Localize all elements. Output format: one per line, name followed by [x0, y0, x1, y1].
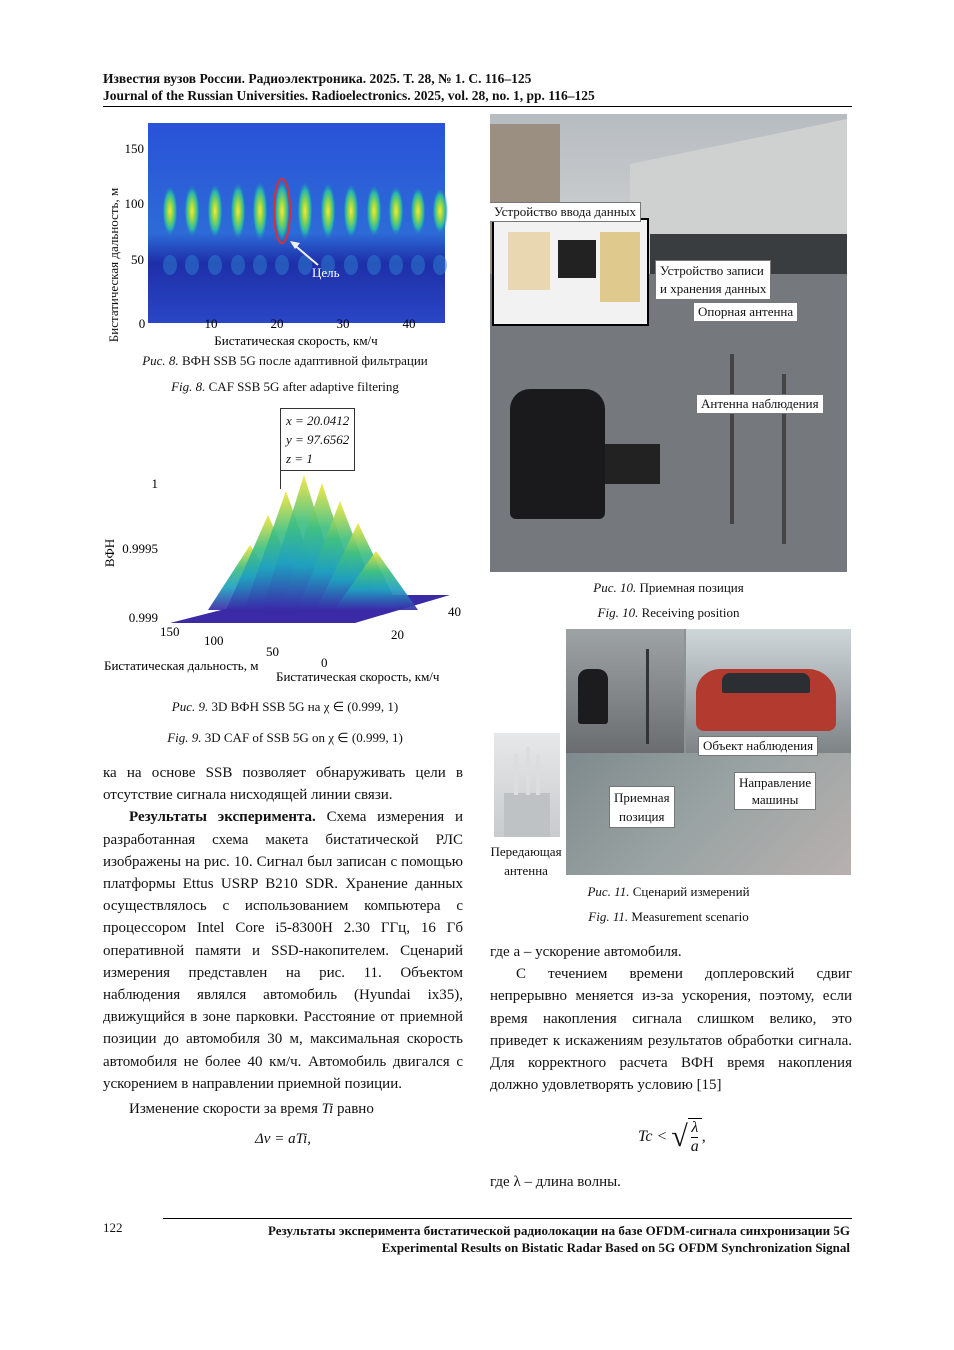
fig8-xtick: 40	[402, 316, 416, 331]
fig8-caption-ru-text: ВФН SSB 5G после адаптивной фильтрации	[181, 353, 428, 368]
fig11-car-inset	[686, 629, 851, 753]
fig11-tx-photo	[494, 733, 560, 837]
label-obs-antenna: Антенна наблюдения	[696, 394, 824, 414]
fig8-ridge	[432, 187, 448, 234]
fig9-datatip-pointer	[280, 469, 281, 489]
fig8-ridge	[207, 183, 223, 240]
left-paragraph-3-text: Изменение скорости за время	[129, 1101, 318, 1118]
fig8-ridge-low	[253, 255, 267, 275]
fig10-caption-en-num: Fig. 10.	[597, 605, 639, 620]
page-number: 122	[103, 1220, 123, 1235]
label-rx-line1: Приемная	[614, 790, 670, 805]
tripod-ref	[730, 354, 734, 524]
fig8-caption-ru-num: Рис. 8.	[142, 353, 179, 368]
fig8-ridge-low	[389, 255, 403, 275]
fig9-datatip-y: y = 97.6562	[286, 432, 350, 447]
formula-tc	[638, 1118, 706, 1156]
fig9-caption-en-math: χ ∈ (0.999, 1)	[328, 730, 403, 745]
fig9-range-label: Бистатическая дальность, м	[104, 658, 259, 673]
fig8-caption-ru	[100, 353, 470, 369]
header-line-ru: Известия вузов России. Радиоэлектроника. 2025. Т. 28, № 1. С. 116–125	[103, 71, 532, 86]
fig8-xtick: 10	[204, 316, 218, 331]
fig8-ridge-low	[275, 255, 289, 275]
fig10-caption-en	[490, 605, 847, 621]
fig9-caption-en-num: Fig. 9.	[167, 730, 202, 745]
fig8-ridge-low	[344, 255, 358, 275]
formula-delta-v: Δv = aTi,	[254, 1131, 311, 1148]
label-direction-line2: машины	[751, 792, 799, 807]
figure-8	[100, 115, 470, 405]
section-heading-results: Результаты эксперимента.	[129, 809, 316, 826]
fig11-caption-en	[490, 909, 847, 925]
laptop	[605, 444, 660, 484]
label-direction	[734, 772, 816, 810]
left-column-text	[103, 762, 463, 1150]
label-tx-line2: антенна	[504, 863, 548, 878]
fig8-ridge	[297, 180, 313, 242]
left-paragraph-3-var: Ti	[321, 1101, 334, 1118]
fig11-caption-en-text: Measurement scenario	[631, 909, 749, 924]
fig8-ridge	[388, 185, 404, 237]
right-paragraph-3: где λ – длина волны.	[490, 1174, 621, 1190]
fig8-ridge	[343, 183, 359, 240]
fig9-caption-en	[100, 730, 470, 746]
fig9-speed-tick: 20	[391, 627, 404, 642]
fig9-peaks	[208, 475, 418, 610]
footer-line-ru: Результаты эксперимента бистатической радиолокации на базе OFDM-сигнала синхронизации 5G	[268, 1223, 850, 1238]
fig9-range-tick: 150	[160, 624, 180, 639]
fig8-caption-en	[100, 379, 470, 395]
left-paragraph-3-end: равно	[337, 1101, 374, 1118]
label-direction-line1: Направление	[739, 775, 812, 790]
label-storage-line2: и хранения данных	[660, 281, 767, 296]
fig9-ztick: 0.9995	[122, 541, 158, 556]
fig8-xlabel: Бистатическая скорость, км/ч	[214, 333, 378, 348]
left-paragraph-2	[103, 806, 463, 1095]
label-storage	[655, 260, 771, 300]
left-paragraph-1: ка на основе SSB позволяет обнаруживать цели в отсутствие сигнала нисходящей линии связи.	[103, 765, 463, 804]
fig8-target-label: Цель	[312, 265, 340, 280]
fig8-xtick: 20	[270, 316, 284, 331]
fig9-speed-tick: 0	[321, 655, 328, 670]
fig8-xtick: 0	[138, 316, 146, 331]
fig8-ridge	[366, 184, 382, 238]
fig10-caption-ru-num: Рис. 10.	[593, 580, 637, 595]
label-tx-antenna	[488, 842, 564, 880]
fig9-caption-ru-num: Рис. 9.	[171, 699, 209, 714]
fig8-ridge-low	[433, 255, 447, 275]
label-tx-line1: Передающая	[490, 844, 562, 859]
fig9-range-tick: 100	[204, 633, 224, 648]
fig8-xtick: 30	[336, 316, 350, 331]
fig8-ridge-low	[231, 255, 245, 275]
fig8-ytick: 150	[124, 141, 144, 156]
left-paragraph-3	[103, 1098, 463, 1120]
fig8-caption-en-num: Fig. 8.	[171, 379, 206, 394]
label-receiving-position	[609, 786, 675, 828]
fig9-datatip	[280, 408, 355, 471]
formula-den: a	[690, 1138, 699, 1155]
fig9-caption-ru	[100, 699, 470, 715]
fig11-caption-ru	[490, 884, 847, 900]
label-ref-antenna: Опорная антенна	[693, 302, 798, 322]
formula-sqrt: √ $\frac{\lambda}{a}$ ,	[671, 1119, 706, 1155]
header-line-en: Journal of the Russian Universities. Radioelectronics. 2025, vol. 28, no. 1, pp. 116–125	[103, 88, 595, 103]
label-observation-object: Объект наблюдения	[698, 736, 818, 756]
right-paragraph-1: где a – ускорение автомобиля.	[490, 944, 682, 960]
fig8-ridge	[184, 184, 200, 238]
fig10-caption-en-text: Receiving position	[641, 605, 740, 620]
fig8-ytick: 50	[131, 252, 144, 267]
fig8-caption-en-text: CAF SSB 5G after adaptive filtering	[208, 379, 399, 394]
fig9-datatip-z: z = 1	[286, 451, 313, 466]
fig8-ridge-low	[208, 255, 222, 275]
fig8-ridge	[320, 181, 336, 240]
label-data-input: Устройство ввода данных	[490, 202, 641, 222]
fig9-zlabel: ВФН	[102, 538, 117, 568]
fig9-ztick: 0.999	[128, 610, 158, 625]
formula-end: ,	[701, 1128, 706, 1145]
right-column-text	[490, 941, 852, 1096]
fig9-ztick: 1	[151, 476, 158, 491]
fig9-caption-ru-text: 3D ВФН SSB 5G на	[211, 699, 321, 714]
fig8-ridge	[162, 185, 178, 237]
label-storage-line1: Устройство записи	[660, 263, 764, 278]
data-input-device-inset	[492, 218, 649, 326]
fig8-ridge-low	[185, 255, 199, 275]
footer-rule	[163, 1218, 852, 1219]
left-paragraph-2-body: Схема измерения и разработанная схема макета бистатической РЛС изображены на рис. 10. Сигнал был записан с помощью платформы Ettus USRP B210 SDR. Хранение данных осуществлялось с использованием компьютера с процессором Intel Core i5-8300H 2.30 ГГц, 16 Гб оперативной памяти и SSD-накопителем. Сценарий измерения представлен на рис. 11. Объектом наблюдения являлся автомобиль (Hyundai ix35), движущийся в зоне парковки. Расстояние от приемной позиции до автомобиля 30 м, максимальная скорость автомобиля не более 40 км/ч. Автомобиль двигался с ускорением в направлении приемной позиции.	[103, 809, 463, 1092]
fig9-datatip-x: x = 20.0412	[286, 413, 350, 428]
figure-9	[100, 405, 470, 750]
fig8-ridge	[230, 181, 246, 240]
header-rule	[103, 106, 852, 107]
fig9-caption-ru-math: χ ∈ (0.999, 1)	[323, 699, 399, 714]
fig8-ytick: 100	[124, 196, 144, 211]
fig11-caption-en-num: Fig. 11.	[588, 909, 629, 924]
formula-tc-lhs: Tc <	[638, 1128, 668, 1145]
fig9-range-tick: 50	[266, 644, 279, 659]
fig8-ridge-low	[163, 255, 177, 275]
fig9-caption-en-text: 3D CAF of SSB 5G on	[204, 730, 326, 745]
fig10-caption-ru-text: Приемная позиция	[639, 580, 744, 595]
fig11-caption-ru-num: Рис. 11.	[587, 884, 630, 899]
fig8-ridge-low	[367, 255, 381, 275]
fig8-ridge	[410, 186, 426, 236]
fig10-photo	[490, 114, 847, 572]
running-footer	[160, 1222, 850, 1256]
fig11-caption-ru-text: Сценарий измерений	[632, 884, 750, 899]
fig8-ridge-low	[411, 255, 425, 275]
fig11-photo	[566, 629, 851, 875]
running-header	[103, 70, 595, 104]
label-rx-line2: позиция	[619, 809, 665, 824]
formula-num: λ	[691, 1119, 699, 1136]
operator-figure	[510, 389, 605, 519]
fig9-speed-tick: 40	[448, 604, 461, 619]
fig9-speed-label: Бистатическая скорость, км/ч	[276, 669, 440, 684]
footer-line-en: Experimental Results on Bistatic Radar Based on 5G OFDM Synchronization Signal	[381, 1240, 850, 1255]
fig10-caption-ru	[490, 580, 847, 596]
fig8-ylabel: Бистатическая дальность, м	[106, 187, 121, 343]
fig11-receiver-inset	[566, 629, 684, 753]
fig8-ridge	[252, 180, 268, 242]
right-paragraph-2: С течением времени доплеровский сдвиг непрерывно меняется из-за ускорения, поэтому, если время накопления сигнала слишком велико, это приведет к искажениям результатов обработки сигнала. Для корректного расчета ВФН время накопления должно удовлетворять условию [15]	[490, 966, 852, 1094]
